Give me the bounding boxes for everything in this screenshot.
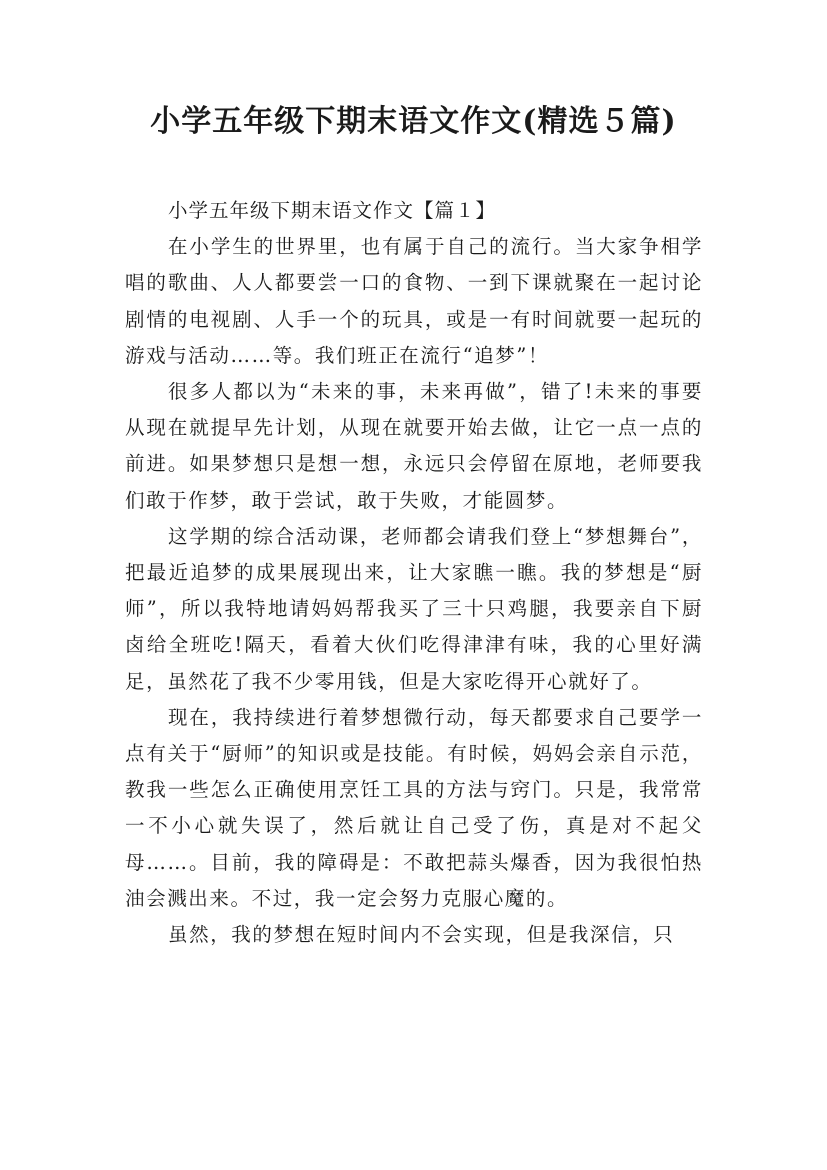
section-heading: 小学五年级下期末语文作文【篇１】 (168, 199, 497, 222)
paragraph-5: 虽然，我的梦想在短时间内不会实现，但是我深信，只 (168, 923, 675, 947)
paragraph-3: 这学期的综合活动课，老师都会请我们登上“梦想舞台”，把最近追梦的成果展现出来，让大家瞧一瞧。我的梦想是“厨师”，所以我特地请妈妈帮我买了三十只鸡腿，我要亲自下厨卤给全班吃!隔天，看着大伙们吃得津津有味，我的心里好满足，虽然花了我不少零用钱，但是大家吃得开心就好了。 (125, 524, 703, 693)
paragraph-4: 现在，我持续进行着梦想微行动，每天都要求自己要学一点有关于“厨师”的知识或是技能。有时候，妈妈会亲自示范，教我一些怎么正确使用烹饪工具的方法与窍门。只是，我常常一不小心就失误了，然后就让自己受了伤，真是对不起父母……。目前，我的障碍是：不敢把蒜头爆香，因为我很怕热油会溅出来。不过，我一定会努力克服心魔的。 (125, 705, 703, 910)
document-body (125, 193, 703, 953)
document-title: 小学五年级下期末语文作文(精选５篇) (150, 104, 677, 139)
paragraph-1: 在小学生的世界里，也有属于自己的流行。当大家争相学唱的歌曲、人人都要尝一口的食物、一到下课就聚在一起讨论剧情的电视剧、人手一个的玩具，或是一有时间就要一起玩的游戏与活动……等。我们班正在流行“追梦”！ (125, 235, 703, 367)
paragraph-2: 很多人都以为“未来的事，未来再做”，错了!未来的事要从现在就提早先计划，从现在就要开始去做，让它一点一点的前进。如果梦想只是想一想，永远只会停留在原地，老师要我们敢于作梦，敢于尝试，敢于失败，才能圆梦。 (125, 380, 703, 512)
